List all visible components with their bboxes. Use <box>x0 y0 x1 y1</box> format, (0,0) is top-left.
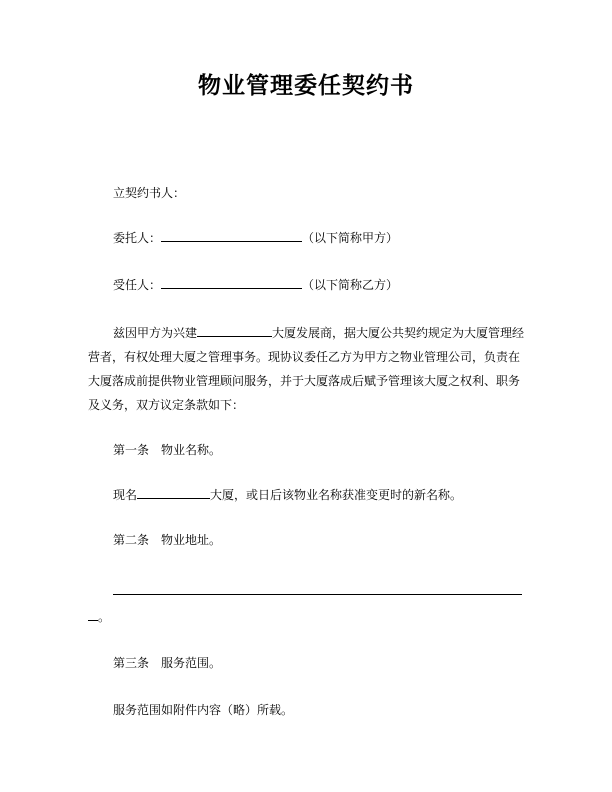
address-blank-period: 。 <box>98 610 111 624</box>
preamble-line-1-post: 大厦发展商，据大厦公共契约规定为大厦管理经 <box>272 326 525 340</box>
preamble-line-1 <box>113 321 524 345</box>
article-1-clause-post: 大厦，或日后该物业名称获准变更时的新名称。 <box>210 488 463 502</box>
building-name-blank <box>197 324 272 337</box>
principal-label: 委托人： <box>113 231 162 245</box>
party-b-note: （以下简称乙方） <box>302 278 399 292</box>
address-fill-in-blank <box>113 594 522 595</box>
document-title: 物业管理委任契约书 <box>198 72 414 98</box>
article-1-clause <box>113 483 462 507</box>
article-2-heading: 第二条 物业地址。 <box>113 533 222 547</box>
contract-parties-label: 立契约书人： <box>113 186 186 200</box>
trustee-line <box>113 273 398 297</box>
address-blank-wrap-segment <box>88 608 98 621</box>
trustee-name-blank <box>161 276 302 289</box>
principal-name-blank <box>161 229 302 242</box>
article-1-heading: 第一条 物业名称。 <box>113 443 222 457</box>
article-3-clause: 服务范围如附件内容（略）所载。 <box>113 703 294 717</box>
preamble-line-1-pre: 兹因甲方为兴建 <box>113 326 198 340</box>
article-1-clause-pre: 现名 <box>113 488 138 502</box>
party-a-note: （以下简称甲方） <box>302 231 399 245</box>
principal-line <box>113 226 398 250</box>
preamble-line-2: 营者，有权处理大厦之管理事务。现协议委任乙方为甲方之物业管理公司，负责在 <box>88 350 521 364</box>
address-blank-wrap-line <box>88 605 110 629</box>
trustee-label: 受任人： <box>113 278 162 292</box>
preamble-line-4: 及义务，双方议定条款如下： <box>88 398 245 412</box>
current-name-blank <box>137 486 210 499</box>
preamble-line-3: 大厦落成前提供物业管理顾问服务，并于大厦落成后赋予管理该大厦之权利、职务 <box>88 374 521 388</box>
article-3-heading: 第三条 服务范围。 <box>113 656 222 670</box>
